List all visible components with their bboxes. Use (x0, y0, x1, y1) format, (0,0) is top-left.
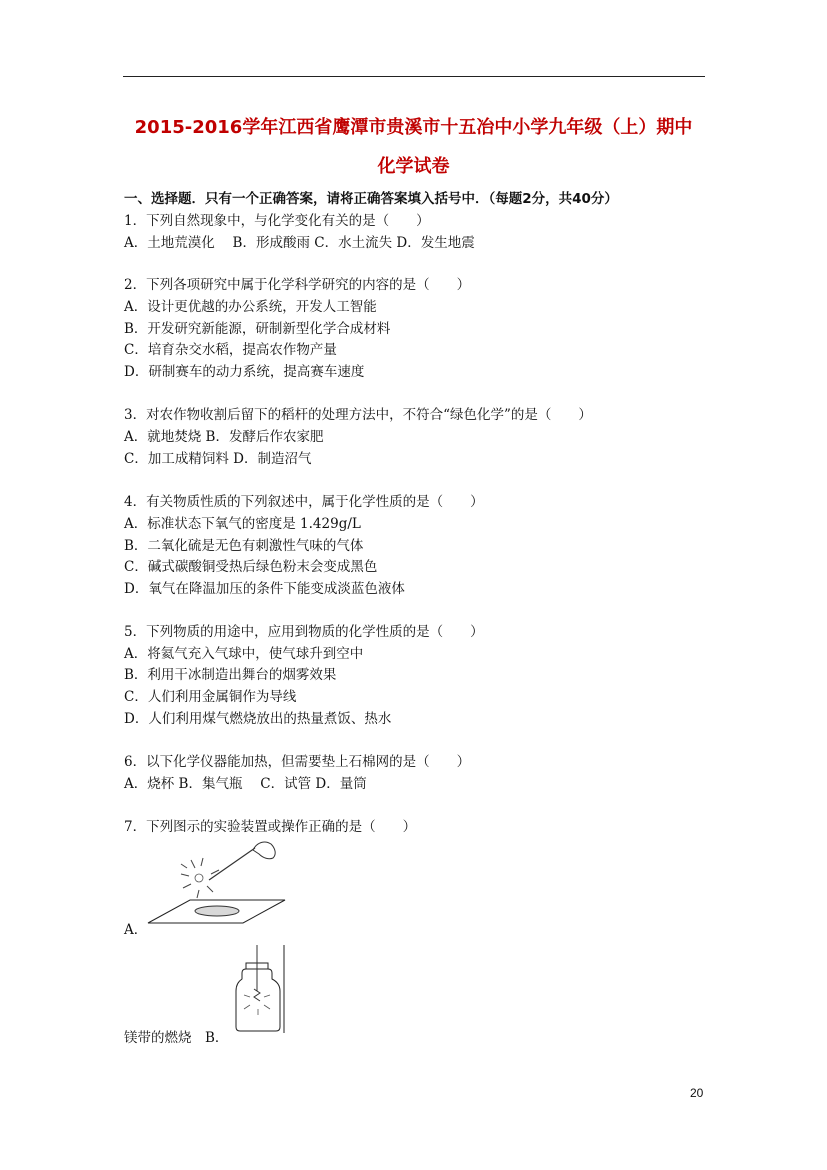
magnesium-burning-figure (145, 838, 290, 928)
q2-option-b: B．开发研究新能源，研制新型化学合成材料 (124, 321, 391, 337)
q4-option-d: D．氧气在降温加压的条件下能变成淡蓝色液体 (124, 581, 405, 597)
q3-options-cd: C．加工成精饲料 D．制造沼气 (124, 451, 312, 467)
section-heading: 一、选择题．只有一个正确答案，请将正确答案填入括号中．（每题2分，共40分） (124, 191, 618, 207)
q7-caption-a-label-b: 镁带的燃烧 B． (124, 1030, 229, 1046)
q2-option-c: C．培育杂交水稻，提高农作物产量 (124, 342, 337, 358)
q5-option-a: A．将氦气充入气球中，使气球升到空中 (124, 646, 364, 662)
q5-option-c: C．人们利用金属铜作为导线 (124, 689, 297, 705)
gas-jar-figure (232, 945, 288, 1035)
q1-options: A．土地荒漠化 B．形成酸雨 C．水土流失 D．发生地震 (124, 235, 475, 251)
page-number: 20 (690, 1086, 704, 1100)
q4-stem: 4．有关物质性质的下列叙述中，属于化学性质的是（ ） (124, 494, 484, 510)
q6-stem: 6．以下化学仪器能加热，但需要垫上石棉网的是（ ） (124, 754, 471, 770)
q2-stem: 2．下列各项研究中属于化学科学研究的内容的是（ ） (124, 277, 471, 293)
q3-options-ab: A．就地焚烧 B．发酵后作农家肥 (124, 429, 324, 445)
exam-title-line2: 化学试卷 (377, 156, 450, 177)
exam-title-line1: 2015-2016学年江西省鹰潭市贵溪市十五冶中小学九年级（上）期中 (134, 117, 693, 138)
header-rule (123, 76, 705, 77)
q3-stem: 3．对农作物收割后留下的稻杆的处理方法中，不符合“绿色化学”的是（ ） (124, 407, 592, 423)
q7-label-a: A． (124, 922, 148, 938)
q4-option-c: C．碱式碳酸铜受热后绿色粉末会变成黑色 (124, 559, 378, 575)
q4-option-a: A．标准状态下氧气的密度是 1.429g/L (124, 516, 361, 532)
q4-option-b: B．二氧化硫是无色有刺激性气味的气体 (124, 538, 364, 554)
q2-option-d: D．研制赛车的动力系统，提高赛车速度 (124, 364, 365, 380)
q2-option-a: A．设计更优越的办公系统，开发人工智能 (124, 299, 377, 315)
q5-option-d: D．人们利用煤气燃烧放出的热量煮饭、热水 (124, 711, 392, 727)
q6-options: A．烧杯 B．集气瓶 C．试管 D．量筒 (124, 776, 367, 792)
q1-stem: 1．下列自然现象中，与化学变化有关的是（ ） (124, 213, 430, 229)
q5-stem: 5．下列物质的用途中，应用到物质的化学性质的是（ ） (124, 624, 484, 640)
q7-stem: 7．下列图示的实验装置或操作正确的是（ ） (124, 819, 417, 835)
q5-option-b: B．利用干冰制造出舞台的烟雾效果 (124, 667, 337, 683)
